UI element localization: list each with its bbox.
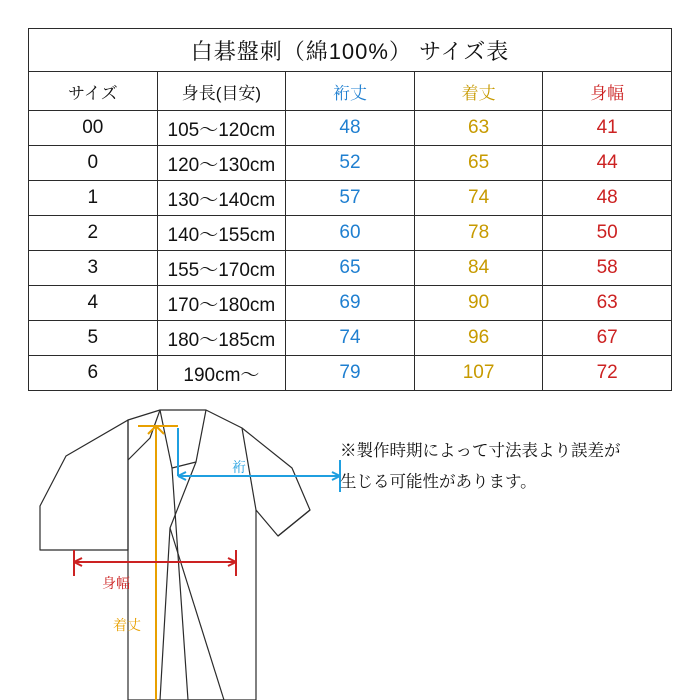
cell-yuki: 60 [286,216,415,251]
cell-kitake: 78 [414,216,543,251]
cell-size: 00 [29,111,158,146]
cell-kitake: 63 [414,111,543,146]
cell-yuki: 48 [286,111,415,146]
cell-mihaba: 63 [543,286,672,321]
cell-yuki: 57 [286,181,415,216]
column-header-yuki: 裄丈 [286,72,415,111]
kitake-label: 着丈 [113,617,141,633]
disclaimer-note [340,436,690,499]
cell-size: 6 [29,356,158,391]
disclaimer-line-1: ※製作時期によって寸法表より誤差が [340,442,621,460]
table-row [29,146,672,181]
cell-height: 120〜130cm [157,146,286,181]
table-row [29,181,672,216]
cell-yuki: 79 [286,356,415,391]
table-row [29,321,672,356]
cell-size: 0 [29,146,158,181]
column-header-kitake: 着丈 [414,72,543,111]
cell-size: 5 [29,321,158,356]
cell-height: 105〜120cm [157,111,286,146]
column-header-mihaba: 身幅 [543,72,672,111]
collar-neck-line [172,462,196,468]
table-row [29,216,672,251]
cell-size: 4 [29,286,158,321]
cell-yuki: 65 [286,251,415,286]
right-sleeve-cuff [278,510,310,536]
cell-kitake: 90 [414,286,543,321]
cell-height: 140〜155cm [157,216,286,251]
yuki-label: 裄 [232,459,246,475]
cell-kitake: 74 [414,181,543,216]
mihaba-label: 身幅 [102,575,130,591]
page-title: 白碁盤刺（綿100%） サイズ表 [29,29,672,72]
cell-kitake: 65 [414,146,543,181]
garment-diagram [10,398,350,700]
table-title-row [29,29,672,72]
cell-size: 2 [29,216,158,251]
cell-mihaba: 50 [543,216,672,251]
cell-yuki: 69 [286,286,415,321]
collar-outer-line [160,410,188,700]
cell-height: 155〜170cm [157,251,286,286]
table-row [29,111,672,146]
cell-size: 3 [29,251,158,286]
size-table [28,28,672,391]
column-header-size: サイズ [29,72,158,111]
left-sleeve-outline [40,420,128,550]
front-overlap-line [170,528,224,700]
cell-mihaba: 48 [543,181,672,216]
cell-height: 190cm〜 [157,356,286,391]
table-row [29,286,672,321]
column-header-height: 身長(目安) [157,72,286,111]
cell-mihaba: 67 [543,321,672,356]
cell-height: 180〜185cm [157,321,286,356]
cell-kitake: 107 [414,356,543,391]
illustration-section [0,398,700,700]
cell-yuki: 52 [286,146,415,181]
cell-kitake: 96 [414,321,543,356]
cell-mihaba: 44 [543,146,672,181]
cell-mihaba: 58 [543,251,672,286]
disclaimer-line-2: 生じる可能性があります。 [340,473,537,492]
cell-yuki: 74 [286,321,415,356]
table-row [29,251,672,286]
cell-height: 170〜180cm [157,286,286,321]
cell-kitake: 84 [414,251,543,286]
table-row [29,356,672,391]
table-header-row [29,72,672,111]
yuki-measure-line [178,428,340,492]
cell-mihaba: 41 [543,111,672,146]
cell-mihaba: 72 [543,356,672,391]
cell-size: 1 [29,181,158,216]
collar-inner-line [160,410,206,700]
cell-height: 130〜140cm [157,181,286,216]
size-table-container [28,28,672,391]
